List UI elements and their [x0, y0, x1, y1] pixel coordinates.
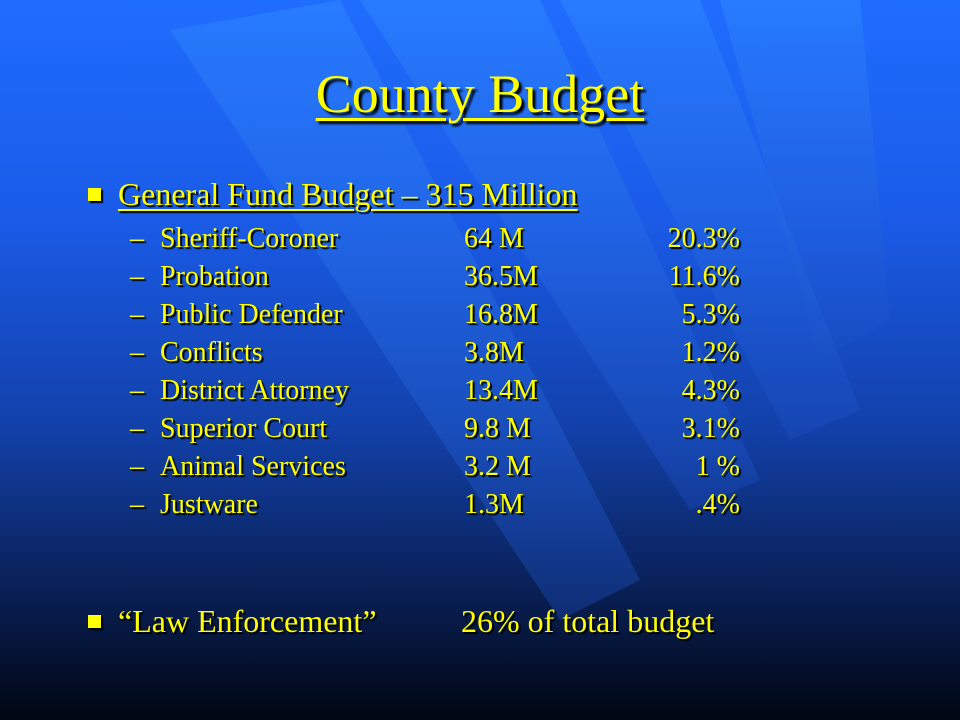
row-dash: – [130, 413, 144, 444]
row-percent: .4% [695, 489, 740, 520]
row-department: District Attorney [160, 375, 349, 406]
row-department: Animal Services [160, 451, 346, 482]
row-dash: – [130, 223, 144, 254]
row-percent: 5.3% [681, 299, 740, 330]
row-amount: 3.2 M [464, 451, 531, 482]
budget-row [130, 410, 770, 448]
budget-row [130, 372, 770, 410]
square-bullet-icon [88, 615, 101, 628]
bullet-law-enforcement [88, 602, 715, 640]
budget-row [130, 486, 770, 524]
budget-row [130, 258, 770, 296]
budget-row [130, 448, 770, 486]
row-percent: 1 % [695, 451, 740, 482]
row-percent: 1.2% [681, 337, 740, 368]
row-amount: 1.3M [464, 489, 524, 520]
row-amount: 36.5M [464, 261, 538, 292]
bullet-law-enforcement-value: 26% of total budget [461, 603, 715, 639]
row-percent: 11.6% [668, 261, 740, 292]
row-department: Superior Court [160, 413, 328, 444]
row-amount: 13.4M [464, 375, 538, 406]
budget-row [130, 334, 770, 372]
budget-row [130, 296, 770, 334]
row-amount: 16.8M [464, 299, 538, 330]
row-department: Conflicts [160, 337, 263, 368]
slide-title: County Budget [315, 64, 645, 124]
row-dash: – [130, 451, 144, 482]
row-department: Justware [160, 489, 258, 520]
row-department: Probation [160, 261, 269, 292]
row-dash: – [130, 489, 144, 520]
row-dash: – [130, 261, 144, 292]
bullet-law-enforcement-label: “Law Enforcement” [118, 603, 377, 639]
row-amount: 3.8M [464, 337, 524, 368]
row-percent: 20.3% [667, 223, 740, 254]
row-dash: – [130, 337, 144, 368]
row-department: Public Defender [160, 299, 343, 330]
row-amount: 64 M [464, 223, 524, 254]
row-department: Sheriff-Coroner [160, 223, 339, 254]
bullet-general-fund-text: General Fund Budget – 315 Million [118, 176, 578, 212]
row-dash: – [130, 299, 144, 330]
bullet-general-fund [88, 175, 578, 213]
budget-row [130, 220, 770, 258]
row-amount: 9.8 M [464, 413, 531, 444]
square-bullet-icon [88, 188, 101, 201]
budget-breakdown-list [130, 220, 770, 524]
row-percent: 3.1% [681, 413, 740, 444]
row-dash: – [130, 375, 144, 406]
row-percent: 4.3% [681, 375, 740, 406]
